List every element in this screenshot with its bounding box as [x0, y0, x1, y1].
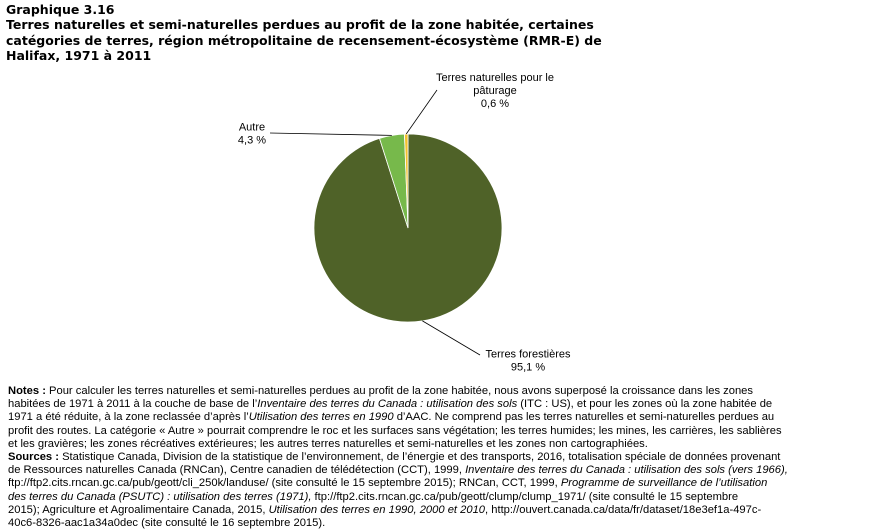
notes-text: profit des routes. La catégorie « Autre » pourrait comprendre le roc et les surfaces sans végétation; les terres humides; les mines, les carrières, les sablières: [8, 424, 782, 437]
chart-title-line: Terres naturelles et semi-naturelles perdues au profit de la zone habitée, certaines: [6, 17, 594, 32]
notes-italic: Inventaire des terres du Canada : utilisation des sols: [257, 398, 518, 411]
figure-label: Graphique 3.16: [6, 2, 115, 17]
label-paturage: Terres naturelles pour le pâturage 0,6 %: [435, 72, 555, 110]
sources-text: 2015); Agriculture et Agroalimentaire Canada, 2015,: [8, 503, 269, 516]
pie-chart: [0, 70, 870, 380]
leader-line: [270, 133, 392, 135]
notes-text: d’AAC. Ne comprend pas les terres naturelles et semi-naturelles perdues au: [393, 411, 775, 424]
notes-italic: Utilisation des terres en 1990: [248, 411, 394, 424]
notes-text: 1971 a été réduite, à la zone reclassée d’après l’: [8, 411, 249, 424]
sources-italic: des terres du Canada (PSUTC) : utilisation des terres (1971),: [8, 490, 312, 503]
leader-line: [406, 90, 437, 134]
notes-section: [8, 385, 860, 530]
notes-text: (ITC : US), et pour les zones où la zone habitée de: [517, 398, 773, 411]
sources-text: Statistique Canada, Division de la statistique de l’environnement, de l’énergie et des transports, 2016, totalisation spéciale de données provenant: [58, 451, 781, 464]
sources-italic: Utilisation des terres en 1990, 2000 et 2010: [268, 503, 486, 516]
sources-text: , http://ouvert.canada.ca/data/fr/dataset/18e3ef1a-497c-: [485, 503, 762, 516]
sources-text: 40c6-8326-aac1a34a0dec (site consulté le 16 septembre 2015).: [8, 517, 326, 530]
label-terres-forestieres: Terres forestières 95,1 %: [485, 348, 571, 374]
notes-text: habitées de 1971 à 2011 à la couche de base de l’: [8, 398, 258, 411]
sources-text: de Ressources naturelles Canada (RNCan), Centre canadien de télédétection (CCT), 1999,: [8, 464, 466, 477]
sources-italic: Inventaire des terres du Canada : utilisation des sols (vers 1966),: [465, 464, 788, 477]
chart-title-line: Halifax, 1971 à 2011: [6, 48, 152, 63]
sources-text: ftp://ftp2.cits.rncan.gc.ca/pub/geott/clump/clump_1971/ (site consulté le 15 septembre: [311, 490, 739, 503]
leader-line: [422, 321, 480, 355]
sources-paragraph: [8, 451, 860, 530]
label-autre: Autre 4,3 %: [237, 121, 267, 147]
chart-header: [6, 3, 856, 64]
notes-paragraph: [8, 385, 860, 451]
sources-italic: Programme de surveillance de l’utilisation: [560, 477, 768, 490]
notes-label: Notes :: [8, 385, 46, 397]
notes-text: Pour calculer les terres naturelles et semi-naturelles perdues au profit de la zone habitée, nous avons superposé la croissance dans les zones: [45, 385, 753, 397]
chart-title-line: catégories de terres, région métropolitaine de recensement-écosystème (RMR-E) de: [6, 32, 602, 48]
notes-text: et les gravières; les zones récréatives extérieures; les autres terres naturelles et semi-naturelles et les zones non cartographiées.: [8, 437, 648, 450]
sources-text: ftp://ftp2.cits.rncan.gc.ca/pub/geott/cli_250k/landuse/ (site consulté le 15 septembre 2015); RNCan, CCT, 1999,: [8, 477, 561, 490]
sources-label: Sources :: [8, 451, 59, 464]
chart-title: [6, 17, 856, 64]
